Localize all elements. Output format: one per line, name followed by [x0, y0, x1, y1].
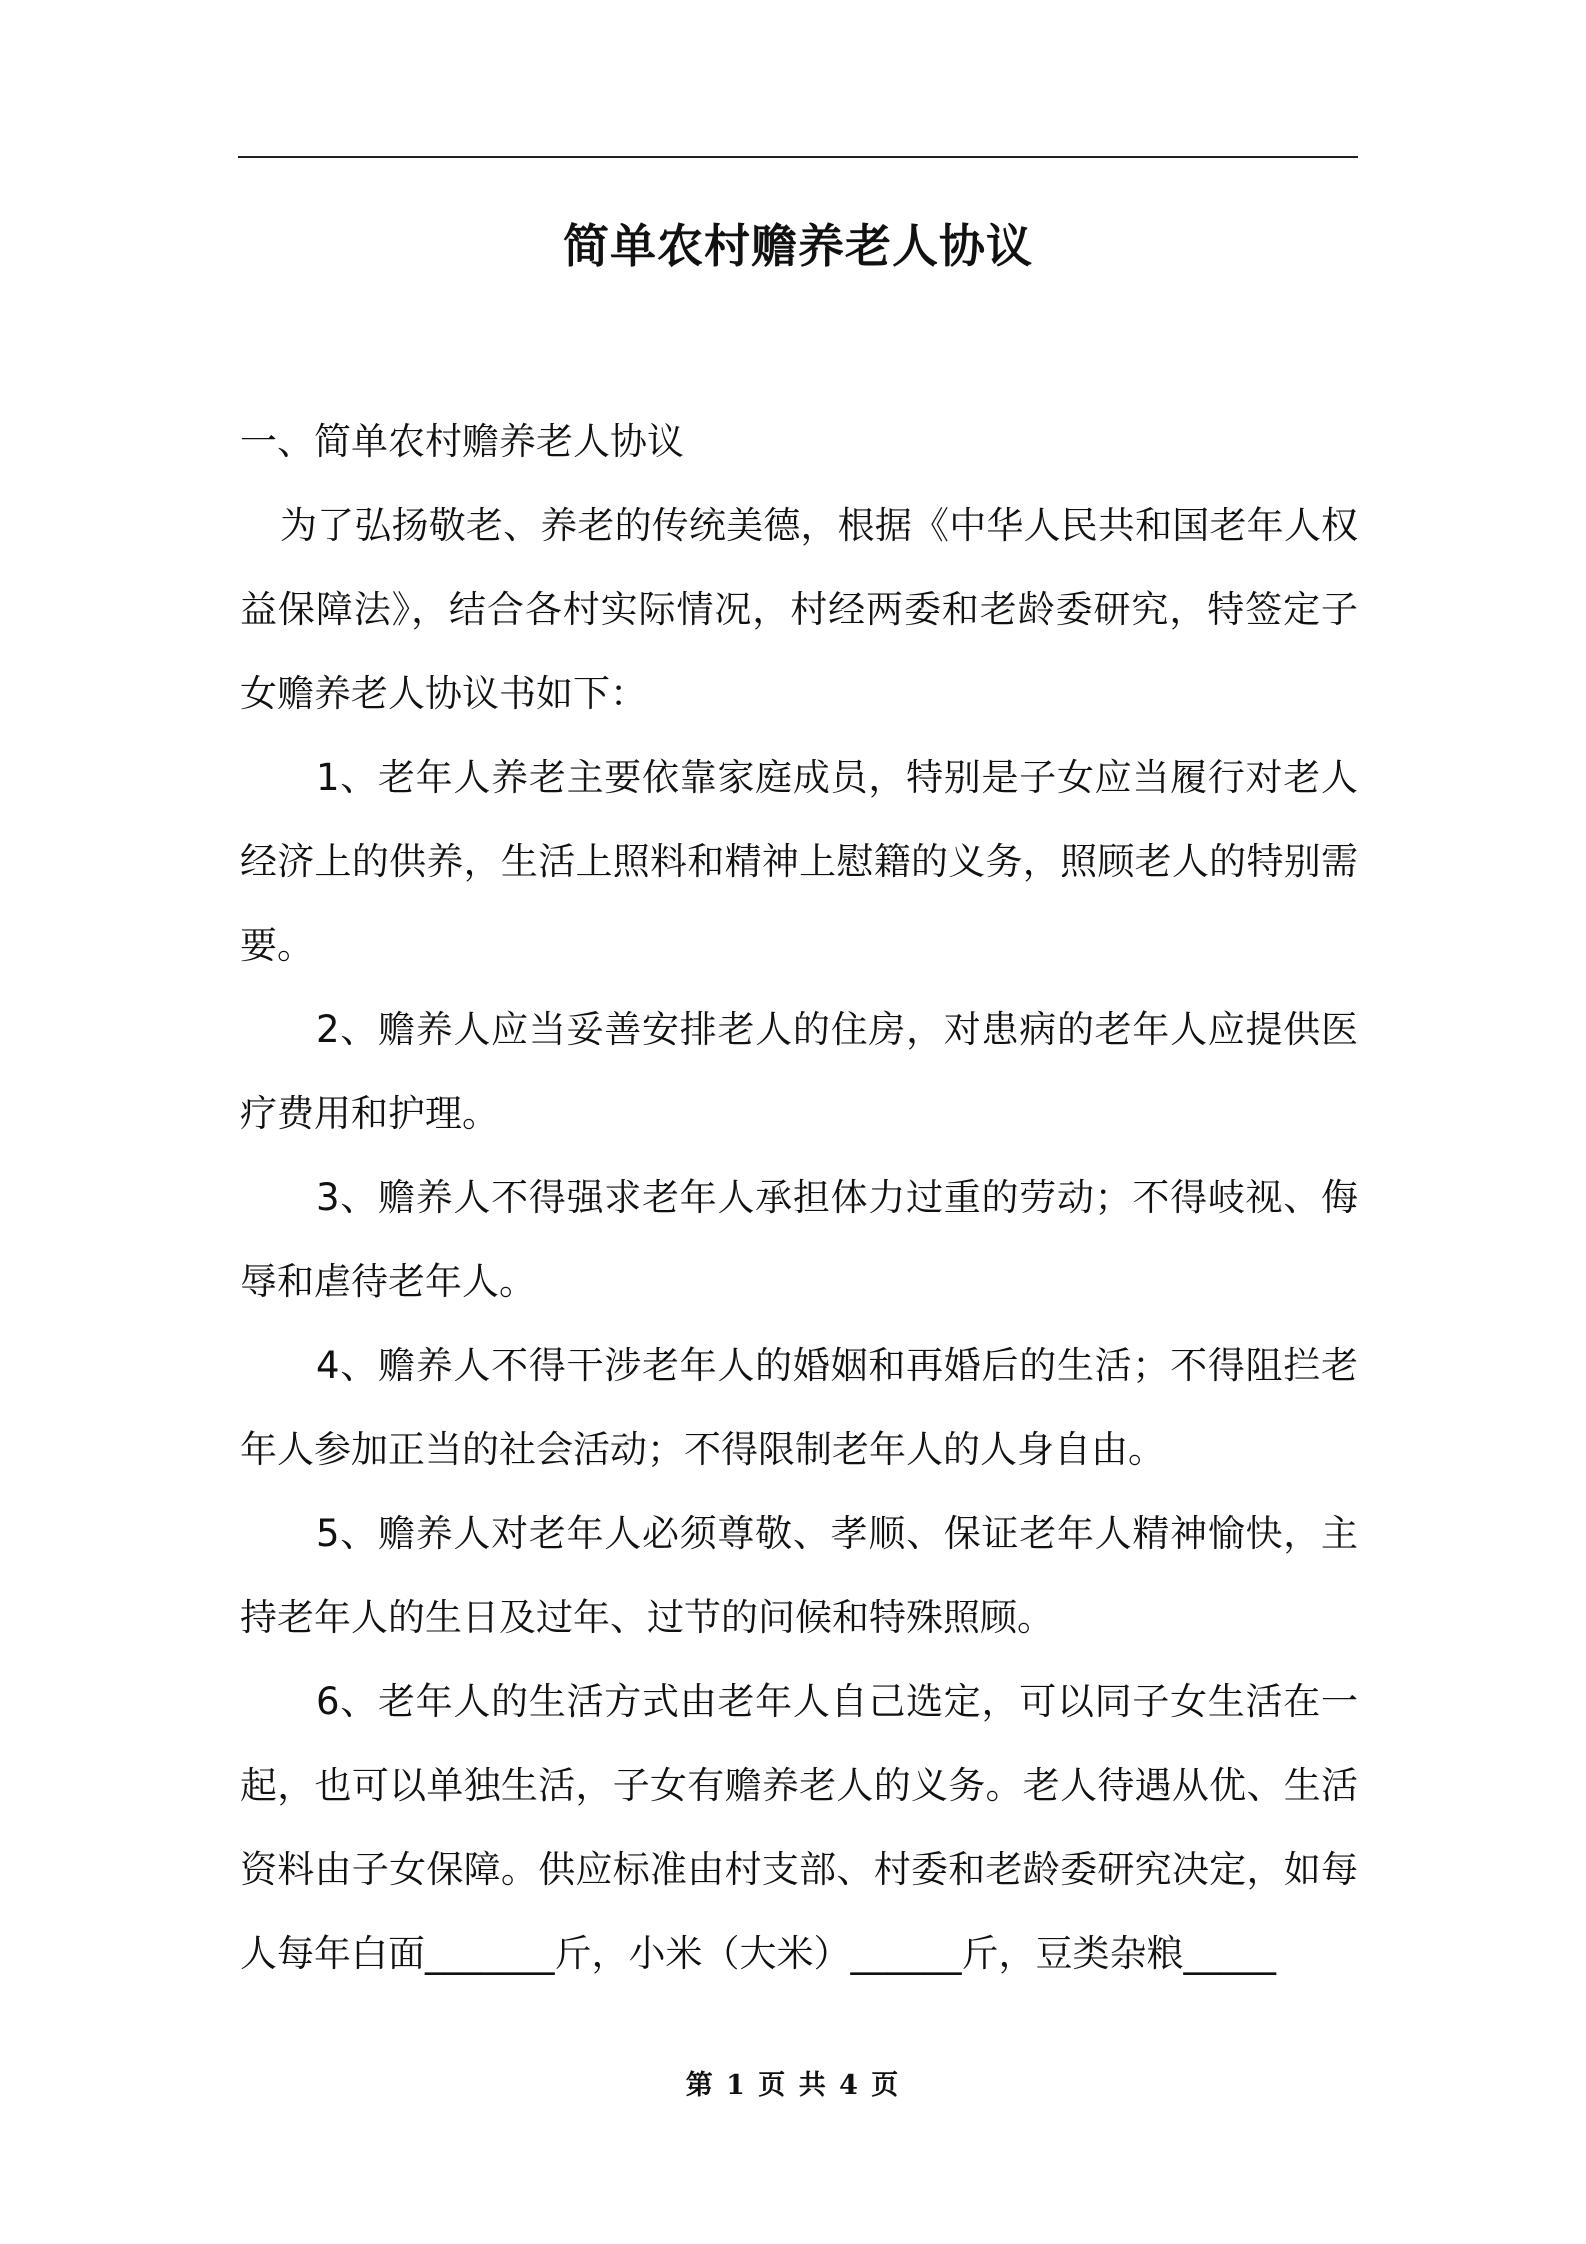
clause-6: 6、老年人的生活方式由老年人自己选定，可以同子女生活在一起，也可以单独生活，子女有赡养老人的义务。老人待遇从优、生活资料由子女保障。供应标准由村支部、村委和老龄委研究决定，如每人每年白面_______斤，小米（大米）______斤，豆类杂粮_____ [240, 1680, 1358, 1975]
clause-1: 1、老年人养老主要依靠家庭成员，特别是子女应当履行对老人经济上的供养，生活上照料和精神上慰籍的义务，照顾老人的特别需要。 [240, 756, 1358, 967]
clause-2: 2、赡养人应当妥善安排老人的住房，对患病的老年人应提供医疗费用和护理。 [240, 1008, 1358, 1135]
document-body [240, 400, 1358, 1996]
section-heading: 一、简单农村赡养老人协议 [240, 420, 684, 463]
page-number-footer: 第 1 页 共 4 页 [685, 2070, 901, 2101]
clause-4: 4、赡养人不得干涉老年人的婚姻和再婚后的生活；不得阻拦老年人参加正当的社会活动；不得限制老年人的人身自由。 [240, 1344, 1358, 1471]
header-rule [238, 156, 1358, 158]
intro-paragraph: 为了弘扬敬老、养老的传统美德，根据《中华人民共和国老年人权益保障法》，结合各村实际情况，村经两委和老龄委研究，特签定子女赡养老人协议书如下： [240, 504, 1358, 715]
clause-5: 5、赡养人对老年人必须尊敬、孝顺、保证老年人精神愉快，主持老年人的生日及过年、过节的问候和特殊照顾。 [240, 1512, 1358, 1639]
clause-3: 3、赡养人不得强求老年人承担体力过重的劳动；不得岐视、侮辱和虐待老年人。 [240, 1176, 1358, 1303]
document-title: 简单农村赡养老人协议 [563, 219, 1033, 273]
